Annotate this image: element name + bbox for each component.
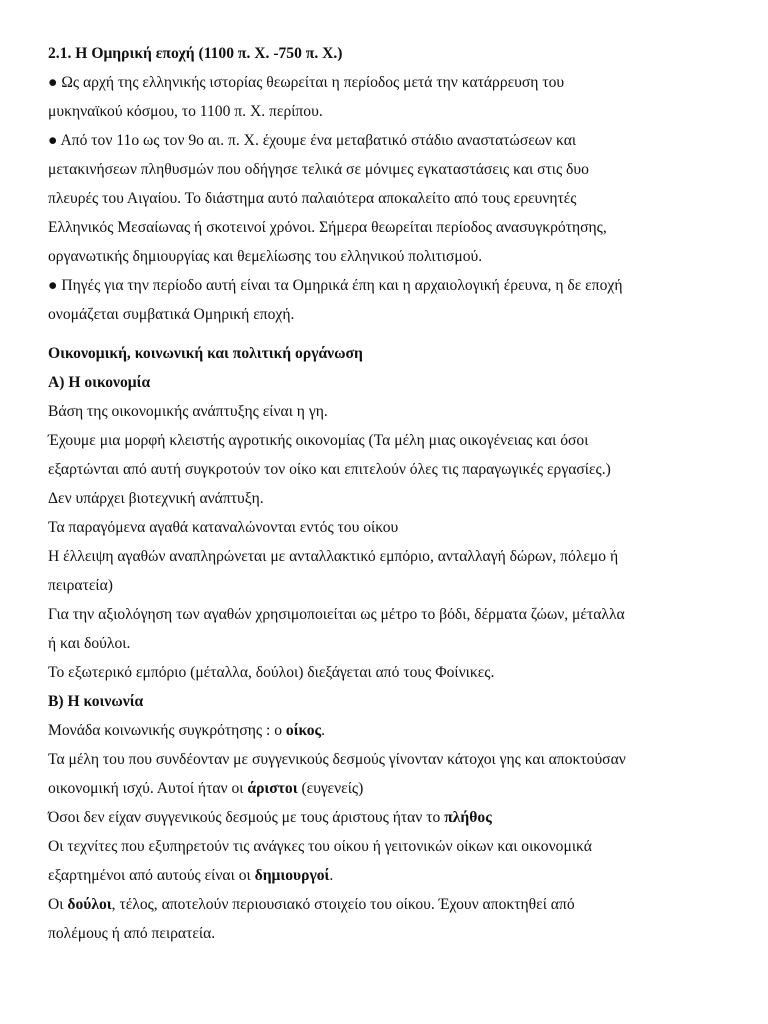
paragraph-line: εξαρτώνται από αυτή συγκροτούν τον οίκο και επιτελούν όλες τις παραγωγικές εργασίες.) xyxy=(48,461,611,478)
paragraph-line: Το εξωτερικό εμπόριο (μέταλλα, δούλοι) διεξάγεται από τους Φοίνικες. xyxy=(48,664,495,681)
text-run: οικονομική ισχύ. Αυτοί ήταν οι xyxy=(48,780,248,797)
text-run: Μονάδα κοινωνικής συγκρότησης : ο xyxy=(48,722,286,739)
document-page xyxy=(48,39,728,948)
term-dimiourgoi: δημιουργοί xyxy=(254,867,330,884)
paragraph-line xyxy=(48,890,728,919)
section-heading-organization: Οικονομική, κοινωνική και πολιτική οργάνωση xyxy=(48,345,363,362)
paragraph-line: ● Ως αρχή της ελληνικής ιστορίας θεωρείται η περίοδος μετά την κατάρρευση του xyxy=(48,74,565,91)
text-run: (ευγενείς) xyxy=(297,780,364,797)
term-douloi: δούλοι xyxy=(67,896,112,913)
subheading-society: Β) Η κοινωνία xyxy=(48,693,144,710)
paragraph-line: ονομάζεται συμβατικά Ομηρική εποχή. xyxy=(48,306,295,323)
paragraph-line: ● Από τον 11ο ως τον 9ο αι. π. Χ. έχουμε ένα μεταβατικό στάδιο αναστατώσεων και xyxy=(48,132,577,149)
paragraph-line: Βάση της οικονομικής ανάπτυξης είναι η γη. xyxy=(48,403,328,420)
subheading-economy: Α) Η οικονομία xyxy=(48,374,151,391)
paragraph-line: ή και δούλοι. xyxy=(48,635,131,652)
paragraph-line xyxy=(48,716,728,745)
section-gap xyxy=(48,329,728,339)
paragraph-line: Τα μέλη του που συνδέονταν με συγγενικούς δεσμούς γίνονταν κάτοχοι γης και αποκτούσαν xyxy=(48,751,626,768)
paragraph-line: μετακινήσεων πληθυσμών που οδήγησε τελικά σε μόνιμες εγκαταστάσεις και στις δυο xyxy=(48,161,589,178)
section-heading-homeric-era: 2.1. Η Ομηρική εποχή (1100 π. Χ. -750 π. Χ.) xyxy=(48,45,343,62)
paragraph-line: Τα παραγόμενα αγαθά καταναλώνονται εντός του οίκου xyxy=(48,519,399,536)
text-run: , τέλος, αποτελούν περιουσιακό στοιχείο του οίκου. Έχουν αποκτηθεί από xyxy=(111,896,575,913)
paragraph-line xyxy=(48,774,728,803)
paragraph-line: ● Πηγές για την περίοδο αυτή είναι τα Ομηρικά έπη και η αρχαιολογική έρευνα, η δε εποχή xyxy=(48,277,623,294)
term-oikos: οίκος xyxy=(285,722,322,739)
paragraph-line: πολέμους ή από πειρατεία. xyxy=(48,925,216,942)
text-run: εξαρτημένοι από αυτούς είναι οι xyxy=(48,867,255,884)
paragraph-line: οργανωτικής δημιουργίας και θεμελίωσης του ελληνικού πολιτισμού. xyxy=(48,248,483,265)
paragraph-line: Έχουμε μια μορφή κλειστής αγροτικής οικονομίας (Τα μέλη μιας οικογένειας και όσοι xyxy=(48,432,589,449)
term-plithos: πλήθος xyxy=(444,809,492,826)
paragraph-line: Η έλλειψη αγαθών αναπληρώνεται με ανταλλακτικό εμπόριο, ανταλλαγή δώρων, πόλεμο ή xyxy=(48,548,619,565)
paragraph-line xyxy=(48,803,728,832)
paragraph-line: Ελληνικός Μεσαίωνας ή σκοτεινοί χρόνοι. Σήμερα θεωρείται περίοδος ανασυγκρότησης, xyxy=(48,219,607,236)
paragraph-line: Για την αξιολόγηση των αγαθών χρησιμοποιείται ως μέτρο το βόδι, δέρματα ζώων, μέταλλα xyxy=(48,606,625,623)
term-aristoi: άριστοι xyxy=(247,780,298,797)
text-run: Οι xyxy=(48,896,68,913)
paragraph-line: Οι τεχνίτες που εξυπηρετούν τις ανάγκες του οίκου ή γειτονικών οίκων και οικονομικά xyxy=(48,838,592,855)
text-run: . xyxy=(329,867,334,884)
paragraph-line: πλευρές του Αιγαίου. Το διάστημα αυτό παλαιότερα αποκαλείτο από τους ερευνητές xyxy=(48,190,577,207)
text-run: . xyxy=(321,722,326,739)
paragraph-line: πειρατεία) xyxy=(48,577,113,594)
text-run: Όσοι δεν είχαν συγγενικούς δεσμούς με τους άριστους ήταν το xyxy=(48,809,445,826)
paragraph-line xyxy=(48,861,728,890)
paragraph-line: μυκηναϊκού κόσμου, το 1100 π. Χ. περίπου. xyxy=(48,103,323,120)
paragraph-line: Δεν υπάρχει βιοτεχνική ανάπτυξη. xyxy=(48,490,264,507)
